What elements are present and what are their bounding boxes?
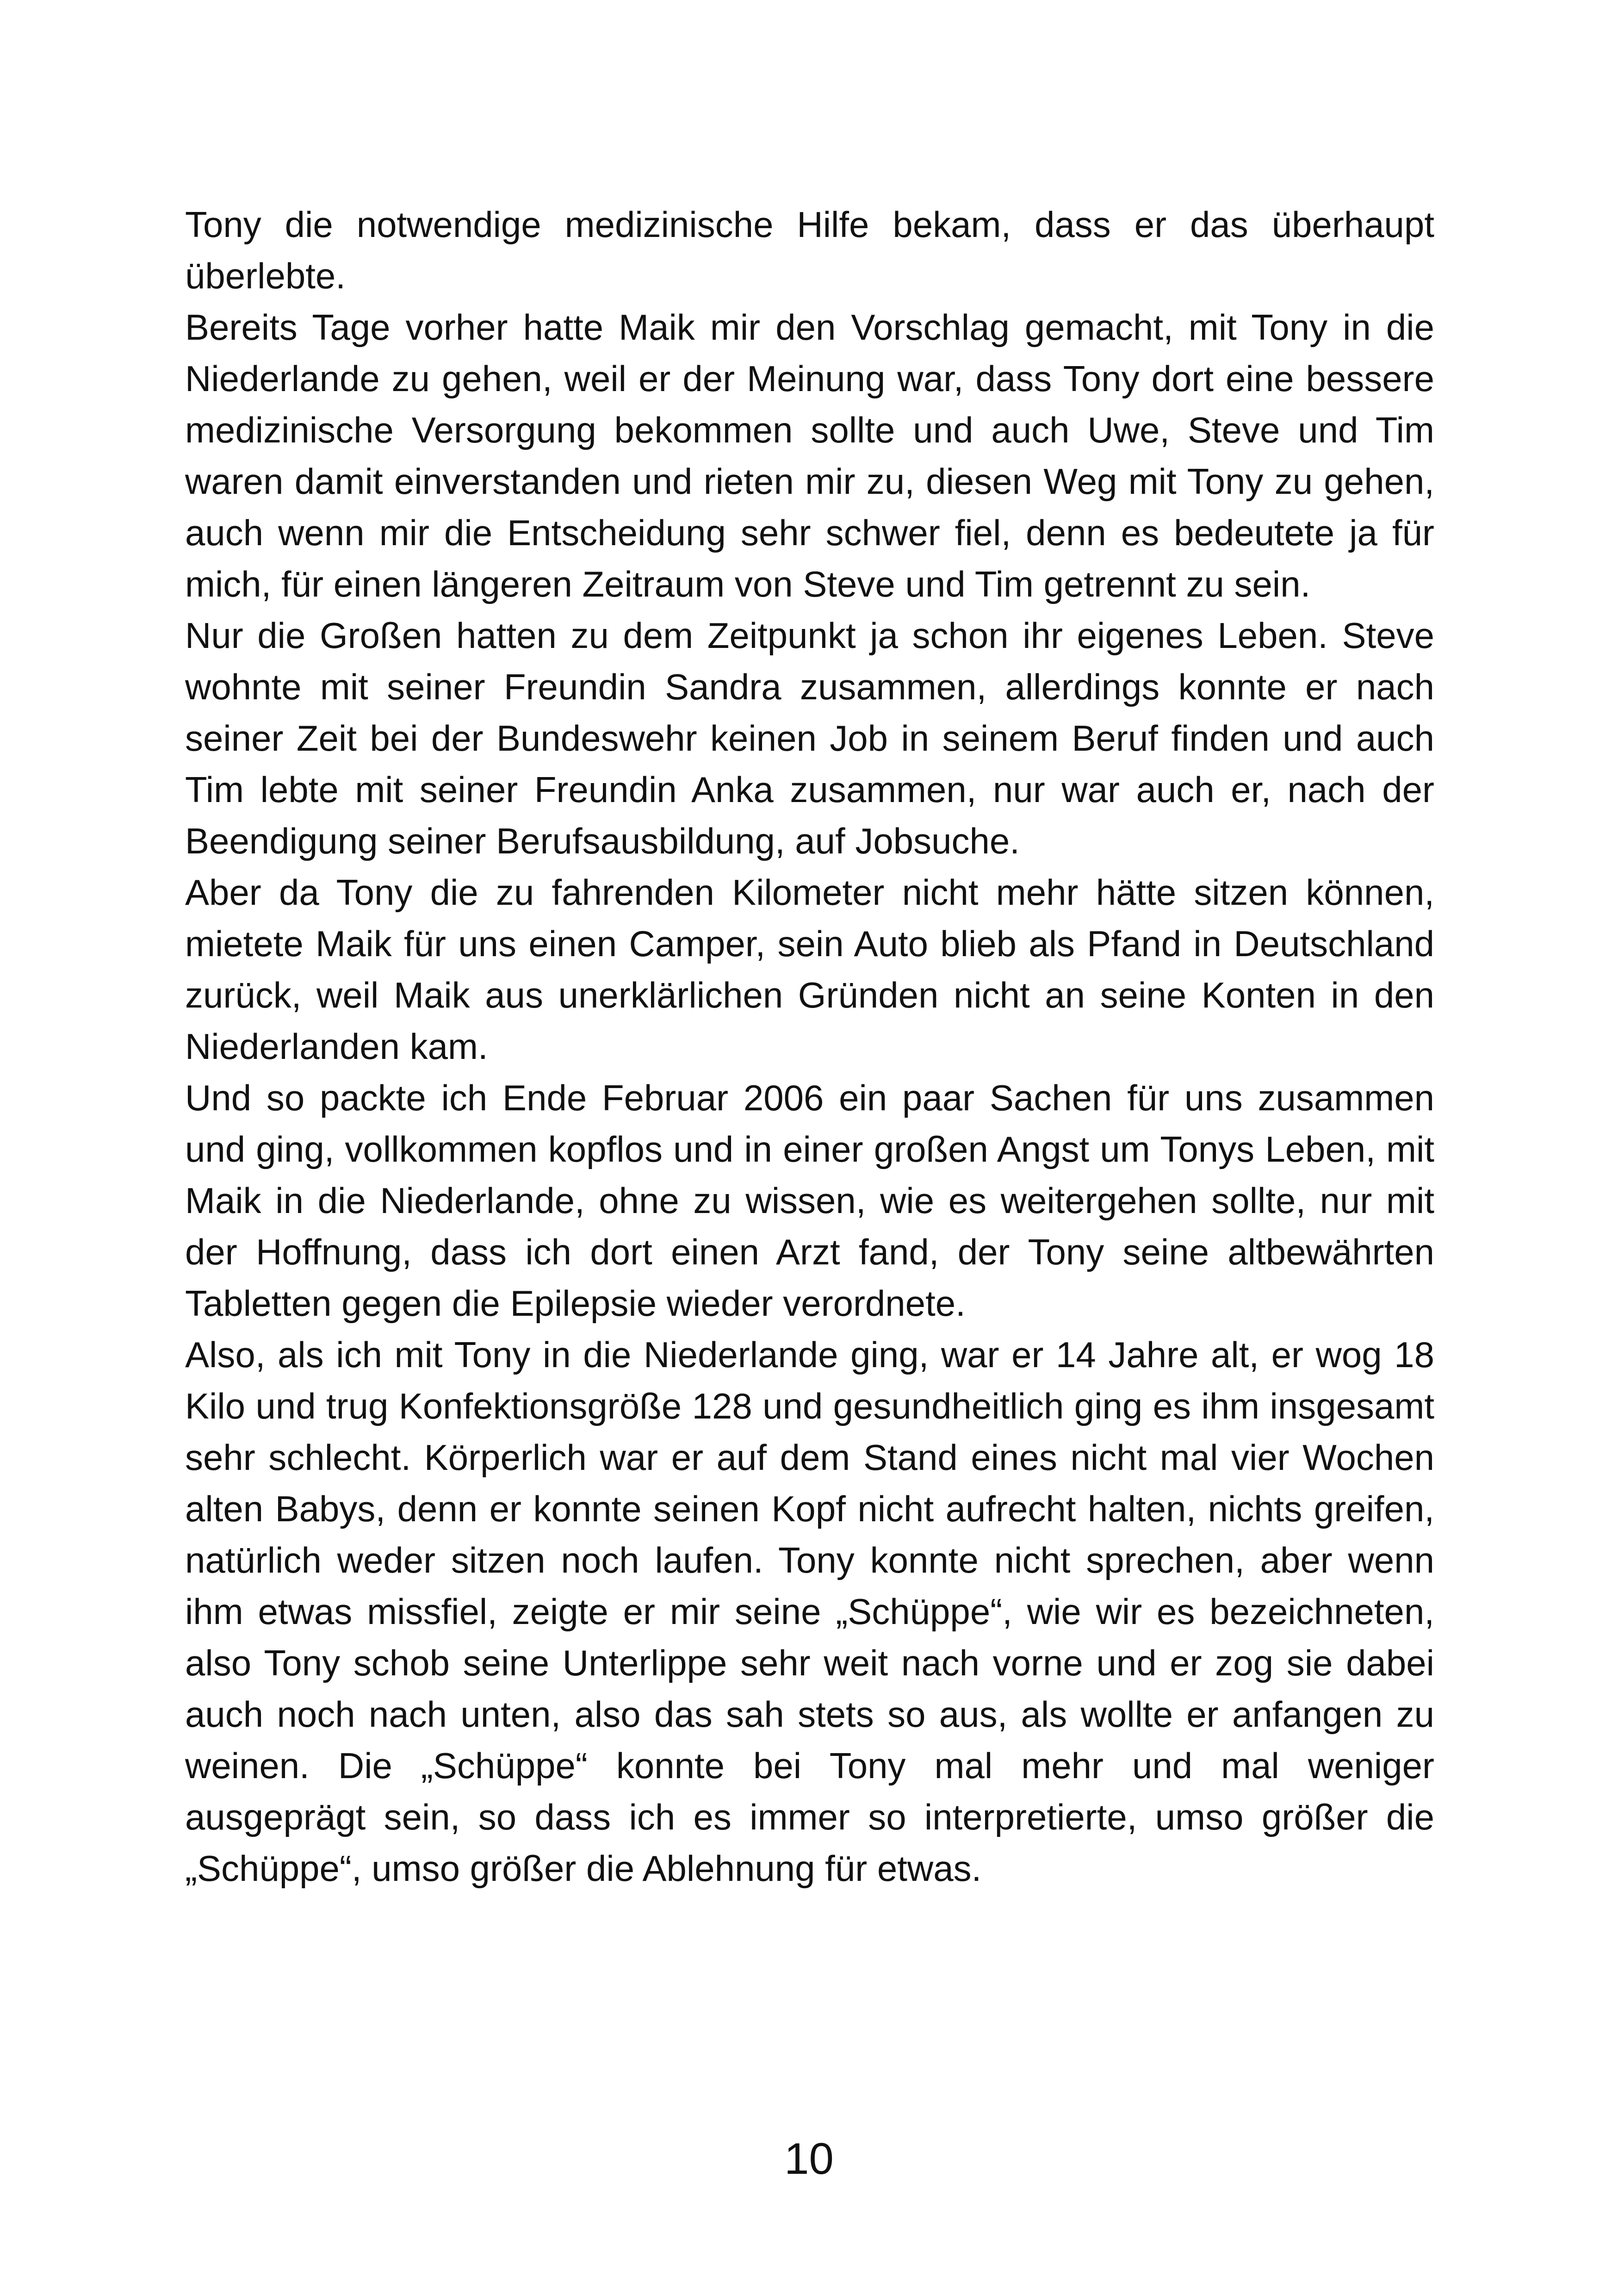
page-number: 10 — [784, 2134, 834, 2184]
paragraph: Nur die Großen hatten zu dem Zeitpunkt ja schon ihr eigenes Leben. Steve wohnte mit seiner Freundin Sandra zusammen, allerdings konnte er nach seiner Zeit bei der Bundeswehr keinen Job in seinem Beruf finden und auch Tim lebte mit seiner Freundin Anka zusammen, nur war auch er, nach der Beendigung seiner Berufsausbildung, auf Jobsuche. — [185, 615, 1434, 861]
body-text — [185, 199, 1434, 1894]
paragraph: Also, als ich mit Tony in die Niederlande ging, war er 14 Jahre alt, er wog 18 Kilo und trug Konfektionsgröße 128 und gesundheitlich ging es ihm insgesamt sehr schlecht. Körperlich war er auf dem Stand eines nicht mal vier Wochen alten Babys, denn er konnte seinen Kopf nicht aufrecht halten, nichts greifen, natürlich weder sitzen noch laufen. Tony konnte nicht sprechen, aber wenn ihm etwas missfiel, zeigte er mir seine „Schüppe“, wie wir es bezeichneten, also Tony schob seine Unterlippe sehr weit nach vorne und er zog sie dabei auch noch nach unten, also das sah stets so aus, als wollte er anfangen zu weinen. Die „Schüppe“ konnte bei Tony mal mehr und mal weniger ausgeprägt sein, so dass ich es immer so interpretierte, umso größer die „Schüppe“, umso größer die Ablehnung für etwas. — [185, 1334, 1434, 1889]
paragraph: Aber da Tony die zu fahrenden Kilometer nicht mehr hätte sitzen können, mietete Maik für uns einen Camper, sein Auto blieb als Pfand in Deutschland zurück, weil Maik aus unerklärlichen Gründen nicht an seine Konten in den Niederlanden kam. — [185, 872, 1434, 1067]
paragraph: Tony die notwendige medizinische Hilfe bekam, dass er das überhaupt überlebte. — [185, 204, 1434, 296]
paragraph: Bereits Tage vorher hatte Maik mir den Vorschlag gemacht, mit Tony in die Niederlande zu gehen, weil er der Meinung war, dass Tony dort eine bessere medizinische Versorgung bekommen sollte und auch Uwe, Steve und Tim waren damit einverstanden und rieten mir zu, diesen Weg mit Tony zu gehen, auch wenn mir die Entscheidung sehr schwer fiel, denn es bedeutete ja für mich, für einen längeren Zeitraum von Steve und Tim getrennt zu sein. — [185, 307, 1434, 604]
paragraph: Und so packte ich Ende Februar 2006 ein paar Sachen für uns zusammen und ging, vollkommen kopflos und in einer großen Angst um Tonys Leben, mit Maik in die Niederlande, ohne zu wissen, wie es weitergehen sollte, nur mit der Hoffnung, dass ich dort einen Arzt fand, der Tony seine altbewährten Tabletten gegen die Epilepsie wieder verordnete. — [185, 1077, 1434, 1324]
